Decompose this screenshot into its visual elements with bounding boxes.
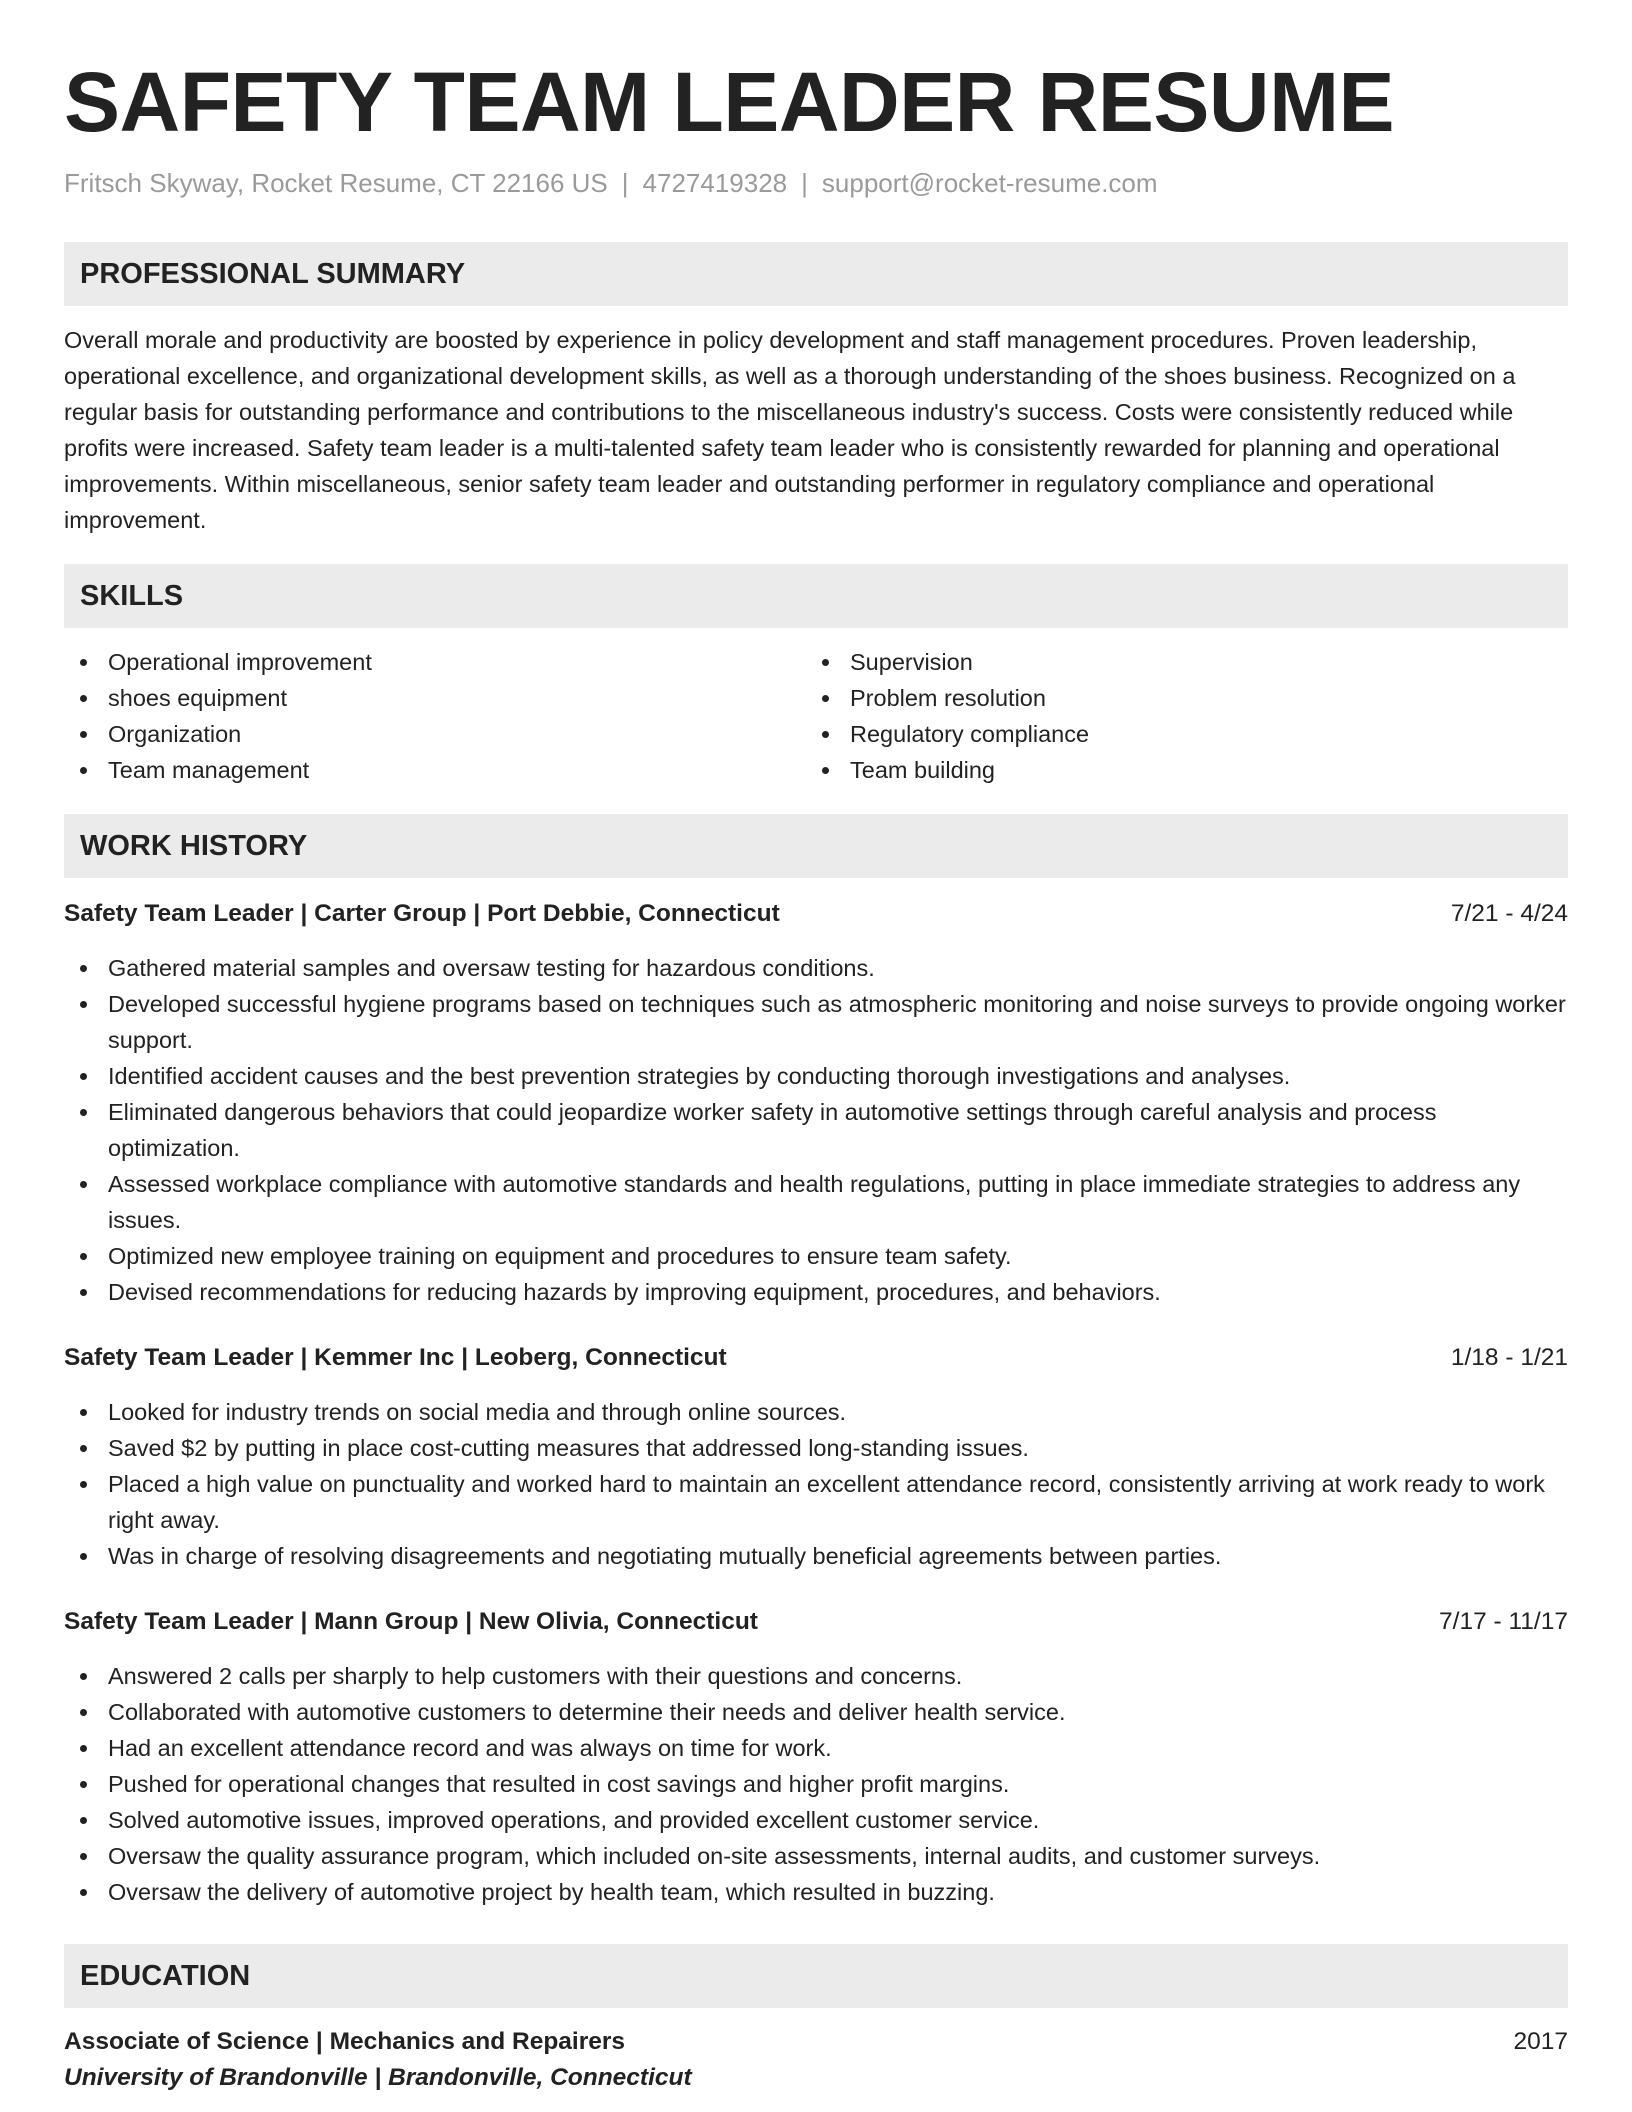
skills-column-right bbox=[806, 644, 1548, 788]
resume-page bbox=[64, 52, 1568, 2096]
job-bullet: Gathered material samples and oversaw testing for hazardous conditions. bbox=[64, 950, 1568, 986]
job-bullet: Was in charge of resolving disagreements and negotiating mutually beneficial agreements between parties. bbox=[64, 1538, 1568, 1574]
education-header bbox=[64, 2024, 1568, 2060]
contact-separator: | bbox=[801, 168, 808, 198]
skill-item: Organization bbox=[64, 716, 806, 752]
education-degree: Associate of Science | Mechanics and Repairers bbox=[64, 2028, 626, 2055]
skill-item: Team management bbox=[64, 752, 806, 788]
contact-phone: 4727419328 bbox=[642, 168, 788, 198]
job-entry bbox=[64, 896, 1568, 1310]
job-bullets bbox=[64, 1394, 1568, 1574]
job-bullet: Had an excellent attendance record and was always on time for work. bbox=[64, 1730, 1568, 1766]
skill-item: shoes equipment bbox=[64, 680, 806, 716]
contact-address: Fritsch Skyway, Rocket Resume, CT 22166 US bbox=[64, 168, 608, 198]
job-header bbox=[64, 1604, 1568, 1640]
education-heading: EDUCATION bbox=[64, 1944, 1568, 2008]
summary-heading: PROFESSIONAL SUMMARY bbox=[64, 242, 1568, 306]
education-year: 2017 bbox=[1513, 2028, 1568, 2055]
job-bullet: Saved $2 by putting in place cost-cutting measures that addressed long-standing issues. bbox=[64, 1430, 1568, 1466]
job-dates: 7/17 - 11/17 bbox=[1439, 1608, 1568, 1635]
job-entry bbox=[64, 1340, 1568, 1574]
job-bullet: Oversaw the delivery of automotive project by health team, which resulted in buzzing. bbox=[64, 1874, 1568, 1910]
resume-title: SAFETY TEAM LEADER RESUME bbox=[64, 55, 1395, 149]
job-bullet: Placed a high value on punctuality and worked hard to maintain an excellent attendance record, consistently arriving at work ready to work right away. bbox=[64, 1466, 1568, 1538]
job-title: Safety Team Leader | Mann Group | New Olivia, Connecticut bbox=[64, 1608, 758, 1635]
job-bullet: Assessed workplace compliance with automotive standards and health regulations, putting in place immediate strategies to address any issues. bbox=[64, 1166, 1568, 1238]
skill-item: Regulatory compliance bbox=[806, 716, 1548, 752]
job-bullet: Optimized new employee training on equipment and procedures to ensure team safety. bbox=[64, 1238, 1568, 1274]
education-entry bbox=[64, 2024, 1568, 2096]
job-header bbox=[64, 1340, 1568, 1376]
contact-line bbox=[64, 166, 1568, 200]
job-dates: 7/21 - 4/24 bbox=[1450, 900, 1568, 927]
job-bullet: Identified accident causes and the best prevention strategies by conducting thorough investigations and analyses. bbox=[64, 1058, 1568, 1094]
skill-item: Problem resolution bbox=[806, 680, 1548, 716]
job-bullet: Developed successful hygiene programs based on techniques such as atmospheric monitoring and noise surveys to provide ongoing worker support. bbox=[64, 986, 1568, 1058]
summary-text: Overall morale and productivity are boosted by experience in policy development and staff management procedures. Proven leadership, operational excellence, and organizational development skills, as well as a thorough understanding of the shoes business. Recognized on a regular basis for outstanding performance and contributions to the miscellaneous industry's success. Costs were consistently reduced while profits were increased. Safety team leader is a multi-talented safety team leader who is consistently rewarded for planning and operational improvements. Within miscellaneous, senior safety team leader and outstanding performer in regulatory compliance and operational improvement. bbox=[64, 327, 1516, 533]
education-school: University of Brandonville | Brandonville, Connecticut bbox=[64, 2064, 692, 2091]
skill-item: Supervision bbox=[806, 644, 1548, 680]
work-history-heading: WORK HISTORY bbox=[64, 814, 1568, 878]
contact-separator: | bbox=[621, 168, 629, 198]
job-bullet: Eliminated dangerous behaviors that could jeopardize worker safety in automotive settings through careful analysis and process optimization. bbox=[64, 1094, 1568, 1166]
skill-item: Operational improvement bbox=[64, 644, 806, 680]
skill-item: Team building bbox=[806, 752, 1548, 788]
job-header bbox=[64, 896, 1568, 932]
job-entry bbox=[64, 1604, 1568, 1910]
job-bullet: Solved automotive issues, improved operations, and provided excellent customer service. bbox=[64, 1802, 1568, 1838]
skills-heading: SKILLS bbox=[64, 564, 1568, 628]
job-title: Safety Team Leader | Kemmer Inc | Leoberg, Connecticut bbox=[64, 1344, 727, 1371]
skills-column-left bbox=[64, 644, 806, 788]
job-bullets bbox=[64, 1658, 1568, 1910]
job-bullets bbox=[64, 950, 1568, 1310]
job-bullet: Oversaw the quality assurance program, which included on-site assessments, internal audits, and customer surveys. bbox=[64, 1838, 1568, 1874]
job-bullet: Devised recommendations for reducing hazards by improving equipment, procedures, and behaviors. bbox=[64, 1274, 1568, 1310]
job-bullet: Looked for industry trends on social media and through online sources. bbox=[64, 1394, 1568, 1430]
job-title: Safety Team Leader | Carter Group | Port Debbie, Connecticut bbox=[64, 900, 780, 927]
job-dates: 1/18 - 1/21 bbox=[1450, 1344, 1568, 1371]
contact-email: support@rocket-resume.com bbox=[821, 168, 1158, 198]
skills-grid bbox=[64, 644, 1568, 788]
job-bullet: Answered 2 calls per sharply to help customers with their questions and concerns. bbox=[64, 1658, 1568, 1694]
job-bullet: Pushed for operational changes that resulted in cost savings and higher profit margins. bbox=[64, 1766, 1568, 1802]
job-bullet: Collaborated with automotive customers to determine their needs and deliver health service. bbox=[64, 1694, 1568, 1730]
